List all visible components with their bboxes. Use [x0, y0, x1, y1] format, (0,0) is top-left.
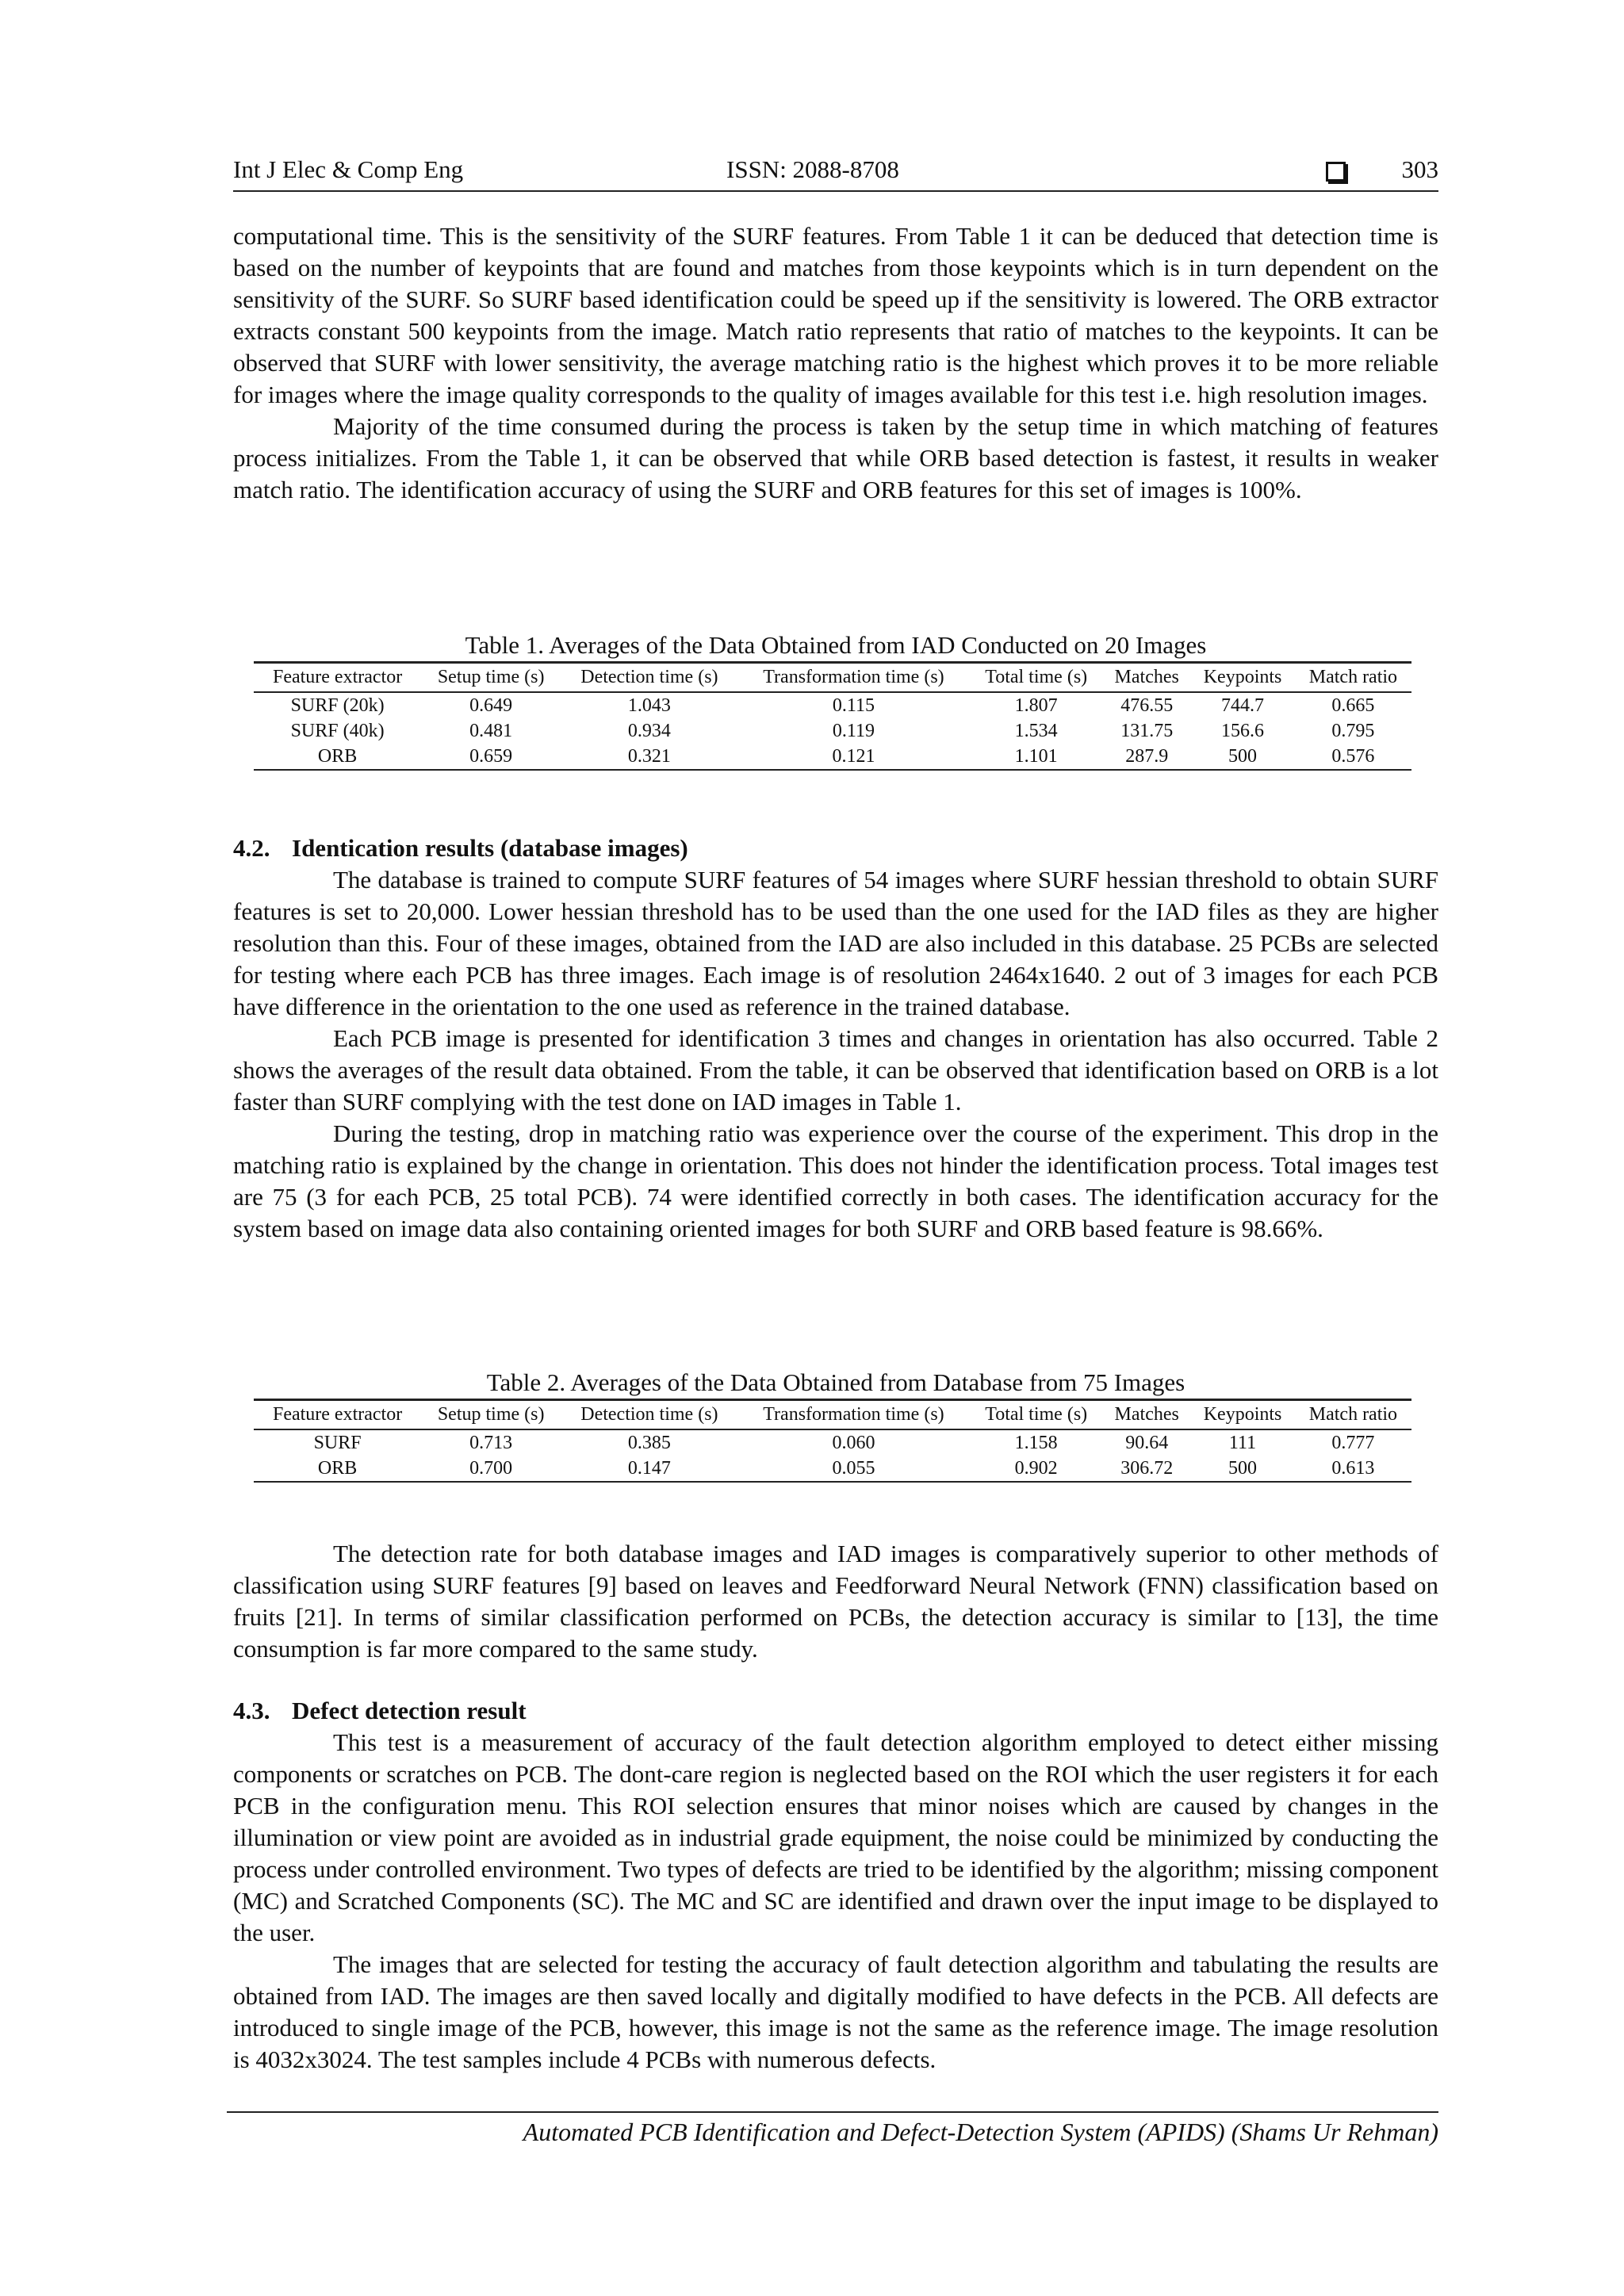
table-cell: 0.613: [1295, 1456, 1411, 1482]
table-cell: 0.119: [832, 721, 875, 741]
paragraph: During the testing, drop in matching ratio was experience over the course of the experiment. This drop in the matching ratio is explained by the change in orientation. This does not hinder the identification process. Total images test are 75 (3 for each PCB, 25 total PCB). 74 were identified correctly in both cases. The identification accuracy for the system based on image data also containing oriented images for both SURF and ORB based feature is 98.66%.: [233, 1119, 1438, 1242]
paragraph: Each PCB image is presented for identification 3 times and changes in orientation has also occurred. Table 2 shows the averages of the result data obtained. From the table, it can be observed that identification based on ORB is a lot faster than SURF complying with the test done on IAD images in Table 1.: [233, 1024, 1438, 1115]
table-cell: 0.665: [1331, 695, 1375, 716]
column-header: Keypoints: [1190, 1400, 1295, 1430]
column-header: Transformation time (s): [738, 663, 970, 693]
page-number: 303: [1401, 155, 1438, 183]
table2: [254, 1399, 1411, 1483]
section-title: Identication results (database images): [292, 834, 688, 862]
post-table2-text: [233, 1538, 1438, 1665]
column-header: Total time (s): [969, 663, 1103, 693]
section-heading-4-2: [233, 834, 688, 863]
table-cell: 0.055: [738, 1456, 970, 1482]
table-cell: 744.7: [1221, 695, 1265, 716]
table-cell: 0.659: [421, 744, 561, 770]
table-cell: 0.649: [469, 695, 513, 716]
table-cell: 1.043: [627, 695, 671, 716]
paragraph: Majority of the time consumed during the process is taken by the setup time in which matching of features process initializes. From the Table 1, it can be observed that while ORB based detection is fastest, it results in weaker match ratio. The identification accuracy of using the SURF and ORB features for this set of images is 100%.: [233, 412, 1438, 503]
column-header: Transformation time (s): [738, 1400, 970, 1430]
table-row: [254, 744, 1411, 770]
table-cell: 0.902: [969, 1456, 1103, 1482]
table-cell: 156.6: [1221, 721, 1265, 741]
column-header: Matches: [1103, 663, 1190, 693]
table-cell: ORB: [254, 1456, 421, 1482]
issn: ISSN: 2088-8708: [726, 155, 899, 183]
table-cell: 287.9: [1103, 744, 1190, 770]
column-header: Setup time (s): [421, 663, 561, 693]
table-cell: 0.481: [469, 721, 513, 741]
page-header: [233, 155, 1438, 192]
table-row: [254, 1456, 1411, 1482]
column-header: Detection time (s): [561, 1400, 738, 1430]
section-number: 4.2.: [233, 834, 270, 862]
paragraph: The database is trained to compute SURF features of 54 images where SURF hessian threshold to obtain SURF features is set to 20,000. Lower hessian threshold has to be used than the one used for the IAD files as they are higher resolution than this. Four of these images, obtained from the IAD are also included in this database. 25 PCBs are selected for testing where each PCB has three images. Each image is of resolution 2464x1640. 2 out of 3 images for each PCB have difference in the orientation to the one used as reference in the trained database.: [233, 866, 1438, 1020]
table-cell: 476.55: [1120, 695, 1174, 716]
table-cell: 500: [1190, 744, 1295, 770]
table-cell: 0.115: [832, 695, 875, 716]
table-cell: 1.807: [1014, 695, 1058, 716]
table-cell: 0.147: [561, 1456, 738, 1482]
column-header: Feature extractor: [254, 663, 421, 693]
column-header: Match ratio: [1295, 1400, 1411, 1430]
table-cell: 0.713: [469, 1433, 513, 1453]
table-cell: SURF (40k): [290, 721, 385, 741]
running-title: Automated PCB Identification and Defect-Detection System (APIDS) (Shams Ur Rehman): [523, 2118, 1438, 2146]
journal-name: Int J Elec & Comp Eng: [233, 155, 464, 183]
table-cell: 1.158: [1014, 1433, 1058, 1453]
paragraph: The images that are selected for testing the accuracy of fault detection algorithm and tabulating the results are obtained from IAD. The images are then saved locally and digitally modified to have defects in the PCB. All defects are introduced to single image of the PCB, however, this image is not the same as the reference image. The image resolution is 4032x3024. The test samples include 4 PCBs with numerous defects.: [233, 1950, 1438, 2073]
table-cell: 0.934: [627, 721, 671, 741]
section-4-3-text: [233, 1727, 1438, 2076]
table-row: [254, 718, 1411, 744]
section-title: Defect detection result: [292, 1697, 527, 1724]
table-header-row: [254, 663, 1411, 693]
section-heading-4-3: [233, 1697, 527, 1725]
table2-caption: Table 2. Averages of the Data Obtained from Database from 75 Images: [486, 1368, 1185, 1396]
paragraph: This test is a measurement of accuracy of the fault detection algorithm employed to detect either missing components or scratches on PCB. The dont-care region is neglected based on the ROI which the user registers it for each PCB in the configuration menu. This ROI selection ensures that minor noises which are caused by changes in the illumination or view point are avoided as in industrial grade equipment, the noise could be minimized by conducting the process under controlled environment. Two types of defects are tried to be identified by the algorithm; missing component (MC) and Scratched Components (SC). The MC and SC are identified and drawn over the input image to be displayed to the user.: [233, 1728, 1438, 1946]
table-cell: 0.121: [738, 744, 970, 770]
table1-caption: Table 1. Averages of the Data Obtained from IAD Conducted on 20 Images: [465, 631, 1207, 659]
table-cell: 0.321: [561, 744, 738, 770]
paragraph: computational time. This is the sensitivity of the SURF features. From Table 1 it can be deduced that detection time is based on the number of keypoints that are found and matches from those keypoints which is in turn dependent on the sensitivity of the SURF. So SURF based identification could be speed up if the sensitivity is lowered. The ORB extractor extracts constant 500 keypoints from the image. Match ratio represents that ratio of matches to the keypoints. It can be observed that SURF with lower sensitivity, the average matching ratio is the highest which proves it to be more reliable for images where the image quality corresponds to the quality of images available for this test i.e. high resolution images.: [233, 222, 1438, 408]
table-cell: 500: [1190, 1456, 1295, 1482]
table-cell: 90.64: [1125, 1433, 1169, 1453]
column-header: Detection time (s): [561, 663, 738, 693]
table-cell: 111: [1228, 1433, 1257, 1453]
table-cell: 0.576: [1295, 744, 1411, 770]
table-header-row: [254, 1400, 1411, 1430]
table-cell: SURF: [313, 1433, 362, 1453]
table-cell: 0.777: [1331, 1433, 1375, 1453]
paragraph: The detection rate for both database images and IAD images is comparatively superior to other methods of classification using SURF features [9] based on leaves and Feedforward Neural Network (FNN) classification based on fruits [21]. In terms of similar classification performed on PCBs, the detection accuracy is similar to [13], the time consumption is far more compared to the same study.: [233, 1540, 1438, 1663]
column-header: Match ratio: [1295, 663, 1411, 693]
column-header: Total time (s): [969, 1400, 1103, 1430]
table-row: [254, 1429, 1411, 1456]
table-cell: 1.101: [969, 744, 1103, 770]
column-header: Matches: [1103, 1400, 1190, 1430]
checkbox-square-icon: [1326, 162, 1346, 182]
column-header: Feature extractor: [254, 1400, 421, 1430]
table-cell: 0.385: [627, 1433, 671, 1453]
table-cell: 0.795: [1331, 721, 1375, 741]
table-cell: 0.700: [421, 1456, 561, 1482]
column-header: Keypoints: [1190, 663, 1295, 693]
table-cell: 306.72: [1103, 1456, 1190, 1482]
table-cell: 0.060: [832, 1433, 875, 1453]
section-4-2-text: [233, 864, 1438, 1245]
table-cell: 1.534: [1014, 721, 1058, 741]
intro-text: [233, 220, 1438, 506]
section-number: 4.3.: [233, 1697, 270, 1724]
table-cell: 131.75: [1120, 721, 1174, 741]
table-row: [254, 692, 1411, 718]
column-header: Setup time (s): [421, 1400, 561, 1430]
page-footer: [227, 2111, 1438, 2147]
table-cell: SURF (20k): [290, 695, 385, 716]
table1: [254, 661, 1411, 771]
table-cell: ORB: [254, 744, 421, 770]
